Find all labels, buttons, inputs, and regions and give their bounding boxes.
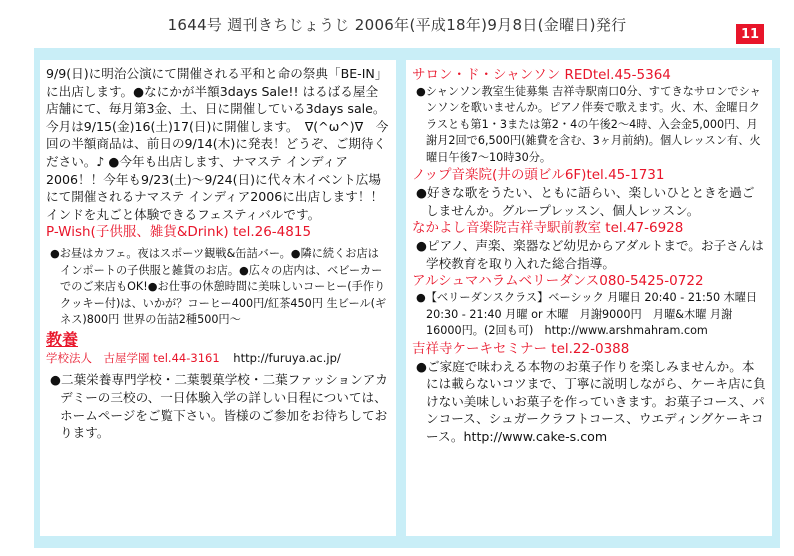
nop-music-heading: ノップ音楽院(井の頭ビル6F)tel.45-1731 [412,167,665,184]
school-url[interactable]: http://furuya.ac.jp/ [233,351,341,366]
school-heading: 学校法人 古屋学園 tel.44-3161 [46,351,220,366]
bellydance-heading: アルシュマハラムベリーダンス080-5425-0722 [412,273,704,290]
pwish-body: ●お昼はカフェ。夜はスポーツ観戦&缶詰バー。●隣に続くお店はインポートの子供服と雑貨のお店。●広々の店内は、ベビーカーでのご来店もOK!●お仕事の休憩時間に美味しいコーヒー(手作りクッキー付)は、いかが？コーヒー400円/紅茶450円 生ビール(ギネス)800円 世界の缶詰2種500円～ [50,247,387,326]
pwish-heading: P-Wish(子供服、雑貨&Drink) tel.26-4815 [46,224,312,241]
issue-title: 1644号 週刊きちじょうじ 2006年(平成18年)9月8日(金曜日)発行 [167,16,627,34]
nakayoshi-heading: なかよし音楽院吉祥寺駅前教室 tel.47-6928 [412,220,684,237]
school-line [40,350,396,366]
salon-body: ●シャンソン教室生徒募集 吉祥寺駅南口0分、すてきなサロンでシャンソンを歌いませんか。ピアノ伴奏で歌えます。火、木、金曜日クラスとも第1・3または第2・4の午後2～4時、入会金5,000円、月謝月2回で6,500円(雑費を含む、3ヶ月前納)。個人レッスン有、火曜日午後7～10時30分。 [416,85,761,164]
left-column [40,60,396,536]
cake-seminar-heading: 吉祥寺ケーキセミナー tel.22-0388 [412,340,630,357]
education-section-title: 教養 [46,330,79,350]
right-column [406,60,772,536]
nakayoshi-body: ●ピアノ、声楽、楽器など幼児からアダルトまで。お子さんは学校教育を取り入れた総合指導。 [416,238,764,271]
intro-paragraph: 9/9(日)に明治公演にて開催される平和と命の祭典「BE-IN」に出店します。●なにかが半額3days Sale!! はるばる屋全店舗にて、毎月第3金、土、日に開催している3days sale。今月は9/15(金)16(土)17(日)に開催します。 ∇(^ω^)∇ 今回の半額商品は、前日の9/14(木)に発表！どうぞ、ご期待ください。♪ ●今年も出店します、ナマステ インディア2006！！今年も9/23(土)～9/24(日)に代々木イベント広場にて開催されるナマステ インディア2006に出店します！！インドを丸ごと体験できるフェスティバルです。 [46,66,389,222]
page-number-badge: 11 [736,24,764,44]
salon-heading: サロン・ド・シャンソン REDtel.45-5364 [412,67,671,83]
bellydance-body: ●【ベリーダンスクラス】ベーシック 月曜日 20:40 - 21:50 木曜日 20:30 - 21:40 月曜 or 木曜 月謝9000円 月曜&木曜 月謝16000円。(2回も可) http://www.arshmahram.com [416,291,758,338]
cake-seminar-body: ●ご家庭で味わえる本物のお菓子作りを楽しみませんか。本には載らないコツまで、丁寧に説明しながら、ケーキ店に負けない美味しいお菓子を作っていきます。お菓子コース、パンコース、シュガークラフトコース、ウエディングケーキコース。http://www.cake-s.com [416,358,766,444]
nop-music-body: ●好きな歌をうたい、ともに語らい、楽しいひとときを過ごしませんか。グループレッスン、個人レッスン。 [416,185,755,218]
school-body: ●二葉栄養専門学校・二葉製菓学校・二葉ファッションアカデミーの三校の、一日体験入学の詳しい日程については、ホームページをご覧下さい。皆様のご参加をお待ちしております。 [50,372,388,441]
page-header [0,0,794,44]
